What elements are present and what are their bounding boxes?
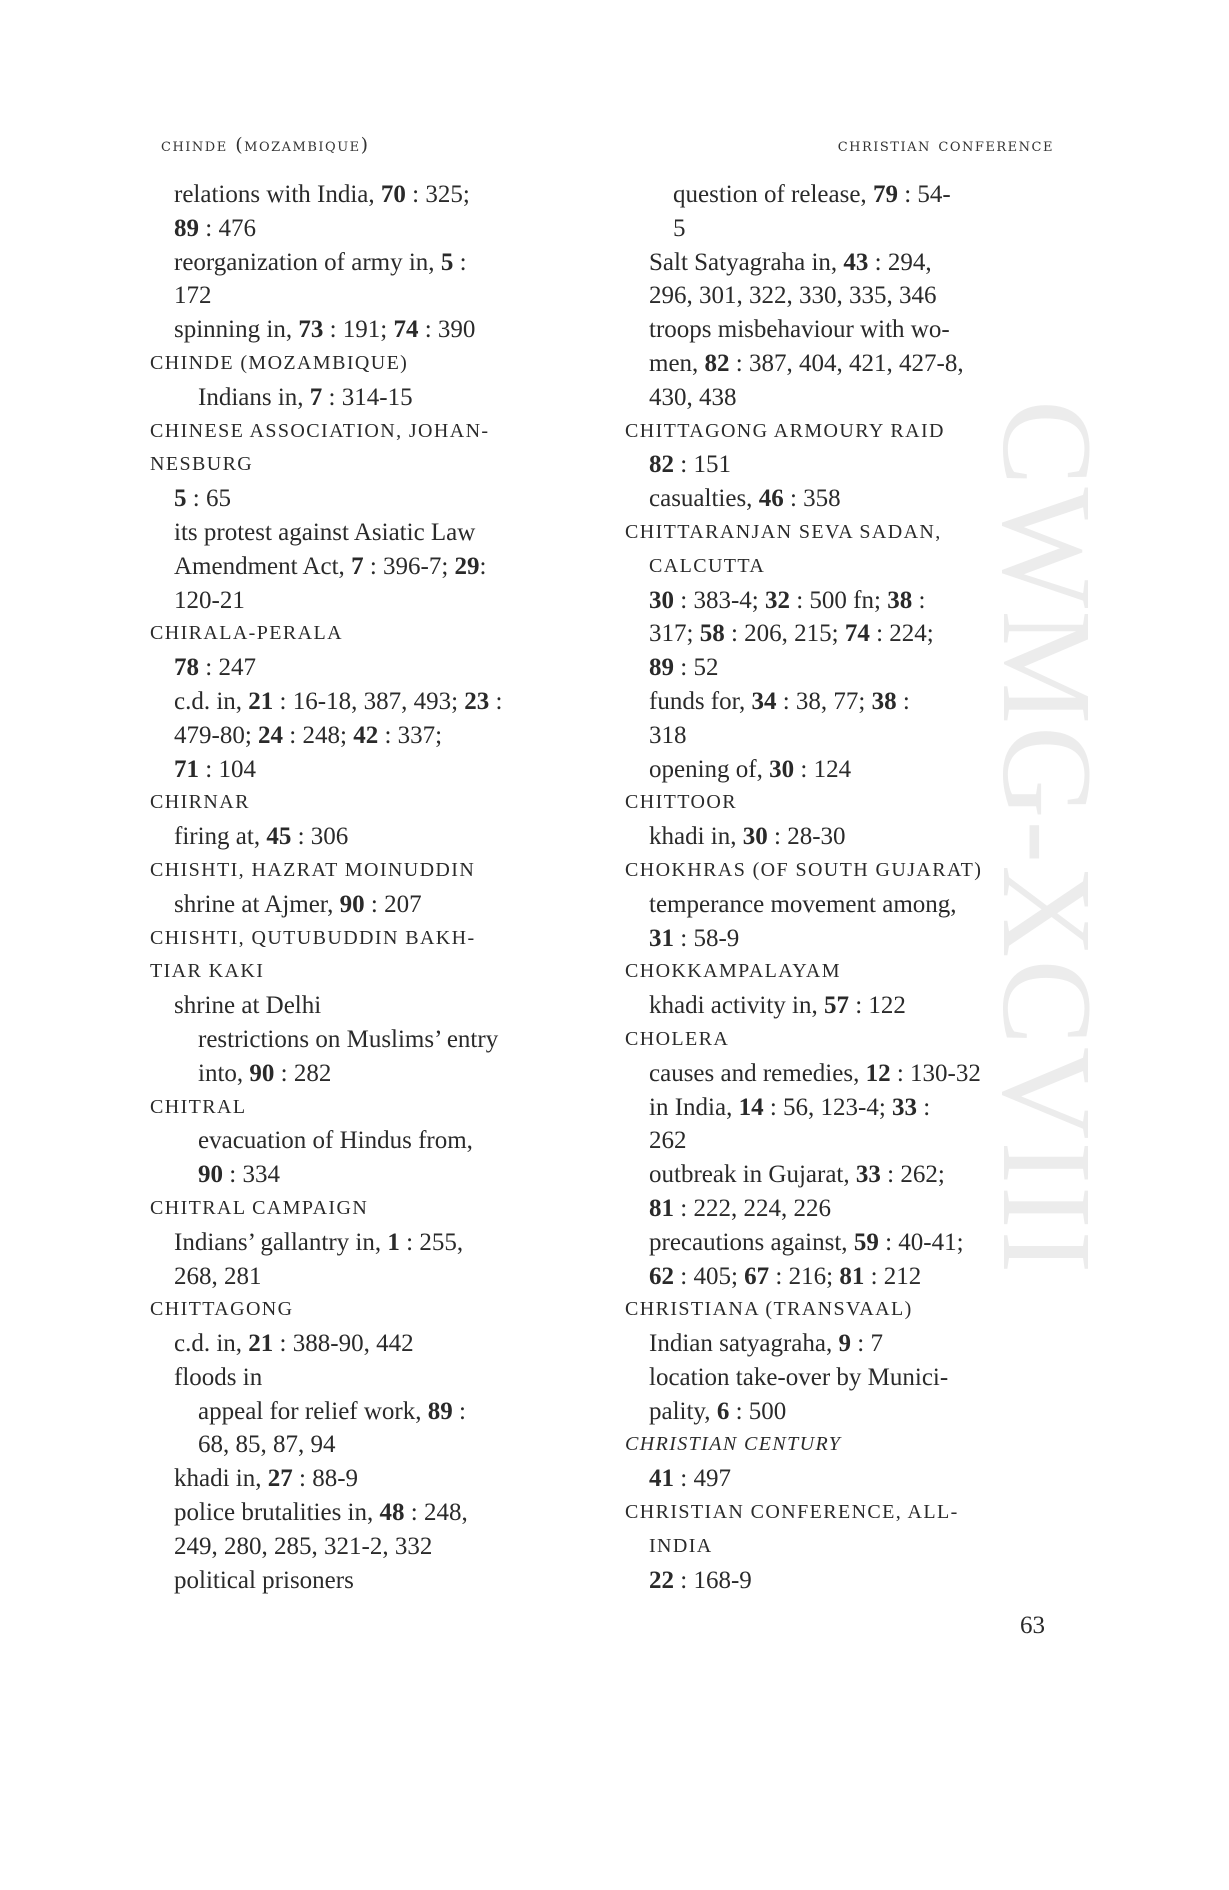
entry-text: : 58-9 [674, 924, 740, 952]
index-entry-line [150, 651, 570, 685]
volume-number: 70 [380, 181, 406, 208]
volume-number: 89 [649, 654, 674, 682]
index-entry-line [625, 246, 1045, 280]
index-entry-line [150, 1226, 570, 1260]
entry-text: : 104 [199, 755, 256, 783]
index-entry-line [150, 1057, 570, 1091]
volume-number: 5 [174, 485, 187, 513]
volume-number: 7 [309, 383, 323, 411]
index-entry-line [150, 1564, 570, 1598]
index-entry-line [625, 1192, 1045, 1226]
volume-number: 30 [649, 586, 674, 614]
entry-text: khadi in, [649, 823, 743, 851]
index-entry-line [150, 381, 570, 415]
entry-text: CHINESE ASSOCIATION, JOHAN- [150, 419, 490, 442]
index-entry-line [625, 1260, 1045, 1294]
entry-text: : 28-30 [767, 823, 846, 851]
entry-text: : 224; [869, 620, 934, 648]
index-heading-line [150, 415, 570, 449]
entry-text: : 334 [223, 1161, 280, 1189]
entry-text: CHIRNAR [150, 791, 250, 814]
index-heading-line [150, 922, 570, 956]
entry-text: temperance movement among, [649, 890, 957, 918]
index-heading-line [625, 550, 1045, 584]
volume-number: 57 [823, 992, 849, 1020]
volume-number: 31 [649, 924, 674, 952]
entry-text: troops misbehaviour with wo- [649, 316, 950, 344]
entry-text: Indians in, [198, 383, 310, 411]
entry-text: CHOKHRAS (OF SOUTH GUJARAT) [625, 858, 983, 881]
volume-number: 34 [751, 687, 777, 715]
volume-number: 90 [339, 890, 365, 918]
index-entry-line [150, 550, 570, 584]
entry-text: Amendment Act, [174, 552, 352, 580]
watermark: CWMG-XCVIII [976, 400, 1118, 1276]
entry-text: : 314-15 [322, 383, 413, 411]
index-entry-line [150, 1158, 570, 1192]
entry-text: : 54- [897, 181, 951, 208]
index-entry-line [150, 246, 570, 280]
volume-number: 43 [843, 248, 869, 276]
entry-text: relations with India, [174, 181, 381, 208]
entry-text: CHIRALA-PERALA [150, 622, 343, 645]
index-heading-line [150, 1091, 570, 1125]
volume-number: 89 [427, 1397, 453, 1425]
entry-text: c.d. in, [174, 687, 249, 715]
index-column-right [625, 178, 1045, 1597]
index-heading-line [625, 516, 1045, 550]
volume-number: 33 [855, 1161, 881, 1189]
entry-text: 249, 280, 285, 321-2, 332 [174, 1532, 433, 1560]
entry-text: : 476 [199, 214, 256, 242]
running-header-right: christian conference [837, 134, 1054, 156]
index-entry-line [625, 448, 1045, 482]
volume-number: 90 [198, 1161, 223, 1189]
index-entry-line [625, 989, 1045, 1023]
entry-text: men, [649, 349, 705, 377]
entry-text: shrine at Ajmer, [174, 890, 340, 918]
entry-text: its protest against Asiatic Law [174, 518, 476, 546]
volume-number: 30 [742, 823, 768, 851]
index-entry-line [150, 516, 570, 550]
entry-text: : 207 [364, 890, 422, 918]
entry-text: Indians’ gallantry in, [174, 1228, 388, 1256]
index-entry-line [625, 381, 1045, 415]
volume-number: 6 [716, 1397, 730, 1425]
index-entry-line [150, 1327, 570, 1361]
entry-text: CHINDE (MOZAMBIQUE) [150, 351, 409, 374]
index-entry-line [150, 820, 570, 854]
index-entry-line [150, 1361, 570, 1395]
volume-number: 82 [649, 451, 674, 479]
entry-text: : [917, 1093, 931, 1121]
volume-number: 45 [266, 823, 292, 851]
index-entry-line [625, 1361, 1045, 1395]
index-entry-line [625, 1327, 1045, 1361]
entry-text: Indian satyagraha, [649, 1330, 839, 1358]
entry-text: : 247 [199, 654, 256, 682]
index-heading-line [150, 448, 570, 482]
entry-text: c.d. in, [174, 1330, 249, 1358]
volume-number: 42 [353, 721, 379, 749]
index-entry-line [625, 922, 1045, 956]
index-entry-line [625, 279, 1045, 313]
volume-number: 41 [649, 1465, 674, 1493]
index-heading-line [625, 854, 1045, 888]
index-column-left [150, 178, 570, 1597]
entry-text: NESBURG [150, 453, 254, 476]
entry-text: : 216; [769, 1262, 840, 1290]
index-entry-line [625, 482, 1045, 516]
index-heading-line [150, 1293, 570, 1327]
volume-number: 30 [769, 755, 795, 783]
entry-text: CHOLERA [625, 1027, 730, 1050]
index-entry-line [150, 685, 570, 719]
entry-text: : [912, 586, 926, 614]
index-entry-line [150, 989, 570, 1023]
entry-text: firing at, [174, 823, 267, 851]
volume-number: 59 [853, 1228, 879, 1256]
entry-text: into, [198, 1059, 250, 1087]
index-entry-line [625, 584, 1045, 618]
entry-text: khadi activity in, [649, 992, 824, 1020]
page-number: 63 [1020, 1612, 1045, 1639]
index-entry-line [625, 651, 1045, 685]
volume-number: 67 [744, 1262, 770, 1290]
volume-number: 38 [871, 687, 897, 715]
index-entry-line [625, 1124, 1045, 1158]
entry-text: : 383-4; [674, 586, 765, 614]
volume-number: 21 [248, 687, 274, 715]
index-heading-line [150, 786, 570, 820]
index-entry-line [625, 178, 1045, 212]
entry-text: 430, 438 [649, 383, 737, 411]
entry-text: : 151 [674, 451, 731, 479]
entry-text: CHOKKAMPALAYAM [625, 960, 841, 983]
index-entry-line [625, 1226, 1045, 1260]
index-entry-line [150, 482, 570, 516]
volume-number: 81 [649, 1194, 674, 1222]
entry-text: : 294, [868, 248, 932, 276]
entry-text: casualties, [649, 485, 759, 513]
index-heading-line [625, 1496, 1045, 1530]
entry-text: CHRISTIAN CENTURY [625, 1433, 842, 1456]
volume-number: 58 [699, 620, 725, 648]
volume-number: 82 [704, 349, 730, 377]
volume-number: 81 [839, 1262, 865, 1290]
entry-text: : 248, [404, 1499, 468, 1527]
volume-number: 73 [298, 316, 324, 344]
index-entry-line [150, 1124, 570, 1158]
entry-text: : 206, 215; [724, 620, 845, 648]
entry-text: appeal for relief work, [198, 1397, 428, 1425]
entry-text: : [896, 687, 910, 715]
entry-text: : 388-90, 442 [273, 1330, 414, 1358]
entry-text: location take-over by Munici- [649, 1363, 949, 1391]
index-entry-line [150, 753, 570, 787]
entry-text: : 337; [378, 721, 443, 749]
entry-text: evacuation of Hindus from, [198, 1127, 473, 1155]
entry-text: : 65 [186, 485, 231, 513]
entry-text: : 262; [880, 1161, 945, 1189]
entry-text: : 405; [674, 1262, 745, 1290]
index-heading-line [625, 1530, 1045, 1564]
index-heading-line [150, 955, 570, 989]
index-heading-line [625, 1023, 1045, 1057]
index-entry-line [625, 719, 1045, 753]
index-heading-line [150, 347, 570, 381]
entry-text: 120-21 [174, 586, 245, 614]
index-entry-line [150, 1530, 570, 1564]
volume-number: 32 [764, 586, 790, 614]
volume-number: 9 [838, 1330, 852, 1358]
entry-text: reorganization of army in, [174, 248, 441, 276]
index-entry-line [625, 820, 1045, 854]
entry-text: : [479, 552, 487, 580]
entry-text: : 16-18, 387, 493; [273, 687, 465, 715]
entry-text: : [489, 687, 503, 715]
entry-text: : 497 [674, 1465, 731, 1493]
volume-number: 38 [887, 586, 913, 614]
index-heading-line [150, 617, 570, 651]
entry-text: CHITTOOR [625, 791, 737, 814]
index-entry-line [150, 1496, 570, 1530]
index-entry-line [625, 1158, 1045, 1192]
entry-text: 172 [174, 282, 212, 310]
entry-text: restrictions on Muslims’ entry [198, 1025, 499, 1053]
volume-number: 21 [248, 1330, 274, 1358]
entry-text: 317; [649, 620, 700, 648]
entry-text: causes and remedies, [649, 1059, 866, 1087]
entry-text: : [453, 248, 467, 276]
index-entry-line [150, 1395, 570, 1429]
entry-text: CHITTARANJAN SEVA SADAN, [625, 520, 942, 543]
index-heading-line [150, 1192, 570, 1226]
index-entry-line [625, 617, 1045, 651]
entry-text: : 122 [848, 992, 906, 1020]
entry-text: : 38, 77; [776, 687, 872, 715]
entry-text: 5 [673, 214, 686, 242]
entry-text: : 248; [283, 721, 354, 749]
entry-text: CHITRAL [150, 1095, 247, 1118]
volume-number: 62 [649, 1262, 674, 1290]
index-heading-line [625, 955, 1045, 989]
entry-text: : 7 [851, 1330, 883, 1358]
index-entry-line [625, 753, 1045, 787]
index-entry-line [625, 888, 1045, 922]
index-heading-line [625, 786, 1045, 820]
index-entry-line [150, 888, 570, 922]
volume-number: 7 [351, 552, 364, 580]
entry-text: : 212 [864, 1262, 922, 1290]
entry-text: : 40-41; [878, 1228, 964, 1256]
index-entry-line [625, 212, 1045, 246]
entry-text: police brutalities in, [174, 1499, 380, 1527]
entry-text: CHITRAL CAMPAIGN [150, 1196, 369, 1219]
entry-text: 262 [649, 1127, 687, 1155]
entry-text: pality, [649, 1397, 717, 1425]
entry-text: 318 [649, 721, 687, 749]
volume-number: 1 [387, 1228, 400, 1256]
entry-text: spinning in, [174, 316, 299, 344]
index-entry-line [150, 313, 570, 347]
entry-text: : 130-32 [890, 1059, 981, 1087]
index-entry-line [150, 1462, 570, 1496]
volume-number: 14 [738, 1093, 764, 1121]
entry-text: khadi in, [174, 1465, 268, 1493]
index-entry-line [150, 1260, 570, 1294]
entry-text: : 387, 404, 421, 427-8, [729, 349, 964, 377]
entry-text: INDIA [649, 1534, 713, 1557]
index-entry-line [625, 685, 1045, 719]
entry-text: : 56, 123-4; [763, 1093, 893, 1121]
volume-number: 22 [649, 1566, 674, 1594]
index-entry-line [625, 1462, 1045, 1496]
volume-number: 24 [258, 721, 284, 749]
volume-number: 46 [758, 485, 784, 513]
index-entry-line [150, 584, 570, 618]
volume-number: 5 [440, 248, 454, 276]
volume-number: 23 [464, 687, 490, 715]
index-heading-line [625, 1293, 1045, 1327]
index-heading-line [625, 1428, 1045, 1462]
index-heading-line [625, 415, 1045, 449]
index-heading-line [150, 854, 570, 888]
index-entry-line [625, 1057, 1045, 1091]
entry-text: : 191; [323, 316, 394, 344]
entry-text: : 52 [674, 654, 719, 682]
volume-number: 71 [174, 755, 199, 783]
entry-text: : 282 [274, 1059, 332, 1087]
volume-number: 48 [379, 1499, 405, 1527]
volume-number: 27 [267, 1465, 293, 1493]
volume-number: 79 [872, 181, 898, 208]
entry-text: CHISHTI, QUTUBUDDIN BAKH- [150, 926, 476, 949]
index-entry-line [150, 279, 570, 313]
entry-text: CHISHTI, HAZRAT MOINUDDIN [150, 858, 476, 881]
index-entry-line [150, 178, 570, 212]
entry-text: CHRISTIAN CONFERENCE, ALL- [625, 1501, 959, 1524]
volume-number: 33 [892, 1093, 918, 1121]
entry-text: : 222, 224, 226 [674, 1194, 831, 1222]
index-entry-line [625, 1091, 1045, 1125]
entry-text: : 325; [405, 181, 470, 208]
entry-text: : 390 [418, 316, 476, 344]
volume-number: 29 [454, 552, 480, 580]
volume-number: 90 [249, 1059, 275, 1087]
index-entry-line [150, 212, 570, 246]
entry-text: 68, 85, 87, 94 [198, 1431, 336, 1459]
entry-text: : 396-7; [363, 552, 455, 580]
entry-text: 479-80; [174, 721, 259, 749]
volume-number: 12 [865, 1059, 891, 1087]
index-entry-line [150, 1023, 570, 1057]
entry-text: floods in [174, 1363, 263, 1391]
entry-text: : 124 [794, 755, 852, 783]
index-entry-line [625, 1395, 1045, 1429]
entry-text: in India, [649, 1093, 739, 1121]
entry-text: : 500 [729, 1397, 787, 1425]
entry-text: TIAR KAKI [150, 960, 265, 983]
entry-text: : 255, [399, 1228, 464, 1256]
index-entry-line [625, 1564, 1045, 1598]
entry-text: : 500 fn; [789, 586, 888, 614]
volume-number: 74 [393, 316, 419, 344]
entry-text: opening of, [649, 755, 770, 783]
entry-text: 268, 281 [174, 1262, 262, 1290]
entry-text: : 88-9 [292, 1465, 359, 1493]
index-entry-line [625, 313, 1045, 347]
entry-text: : [452, 1397, 466, 1425]
entry-text: precautions against, [649, 1228, 854, 1256]
index-entry-line [150, 719, 570, 753]
volume-number: 74 [844, 620, 870, 648]
running-header-left: chinde (mozambique) [161, 134, 370, 156]
entry-text: 296, 301, 322, 330, 335, 346 [649, 282, 937, 310]
entry-text: CHRISTIANA (TRANSVAAL) [625, 1298, 913, 1321]
volume-number: 89 [174, 214, 199, 242]
entry-text: : 306 [291, 823, 349, 851]
entry-text: Salt Satyagraha in, [649, 248, 844, 276]
entry-text: political prisoners [174, 1566, 354, 1594]
index-entry-line [625, 347, 1045, 381]
volume-number: 78 [174, 654, 199, 682]
entry-text: CALCUTTA [649, 554, 766, 577]
entry-text: funds for, [649, 687, 752, 715]
entry-text: : 168-9 [674, 1566, 752, 1594]
entry-text: outbreak in Gujarat, [649, 1161, 856, 1189]
entry-text: CHITTAGONG ARMOURY RAID [625, 419, 945, 442]
entry-text: : 358 [783, 485, 841, 513]
index-entry-line [150, 1428, 570, 1462]
entry-text: question of release, [673, 181, 873, 208]
entry-text: CHITTAGONG [150, 1298, 294, 1321]
entry-text: shrine at Delhi [174, 992, 322, 1020]
